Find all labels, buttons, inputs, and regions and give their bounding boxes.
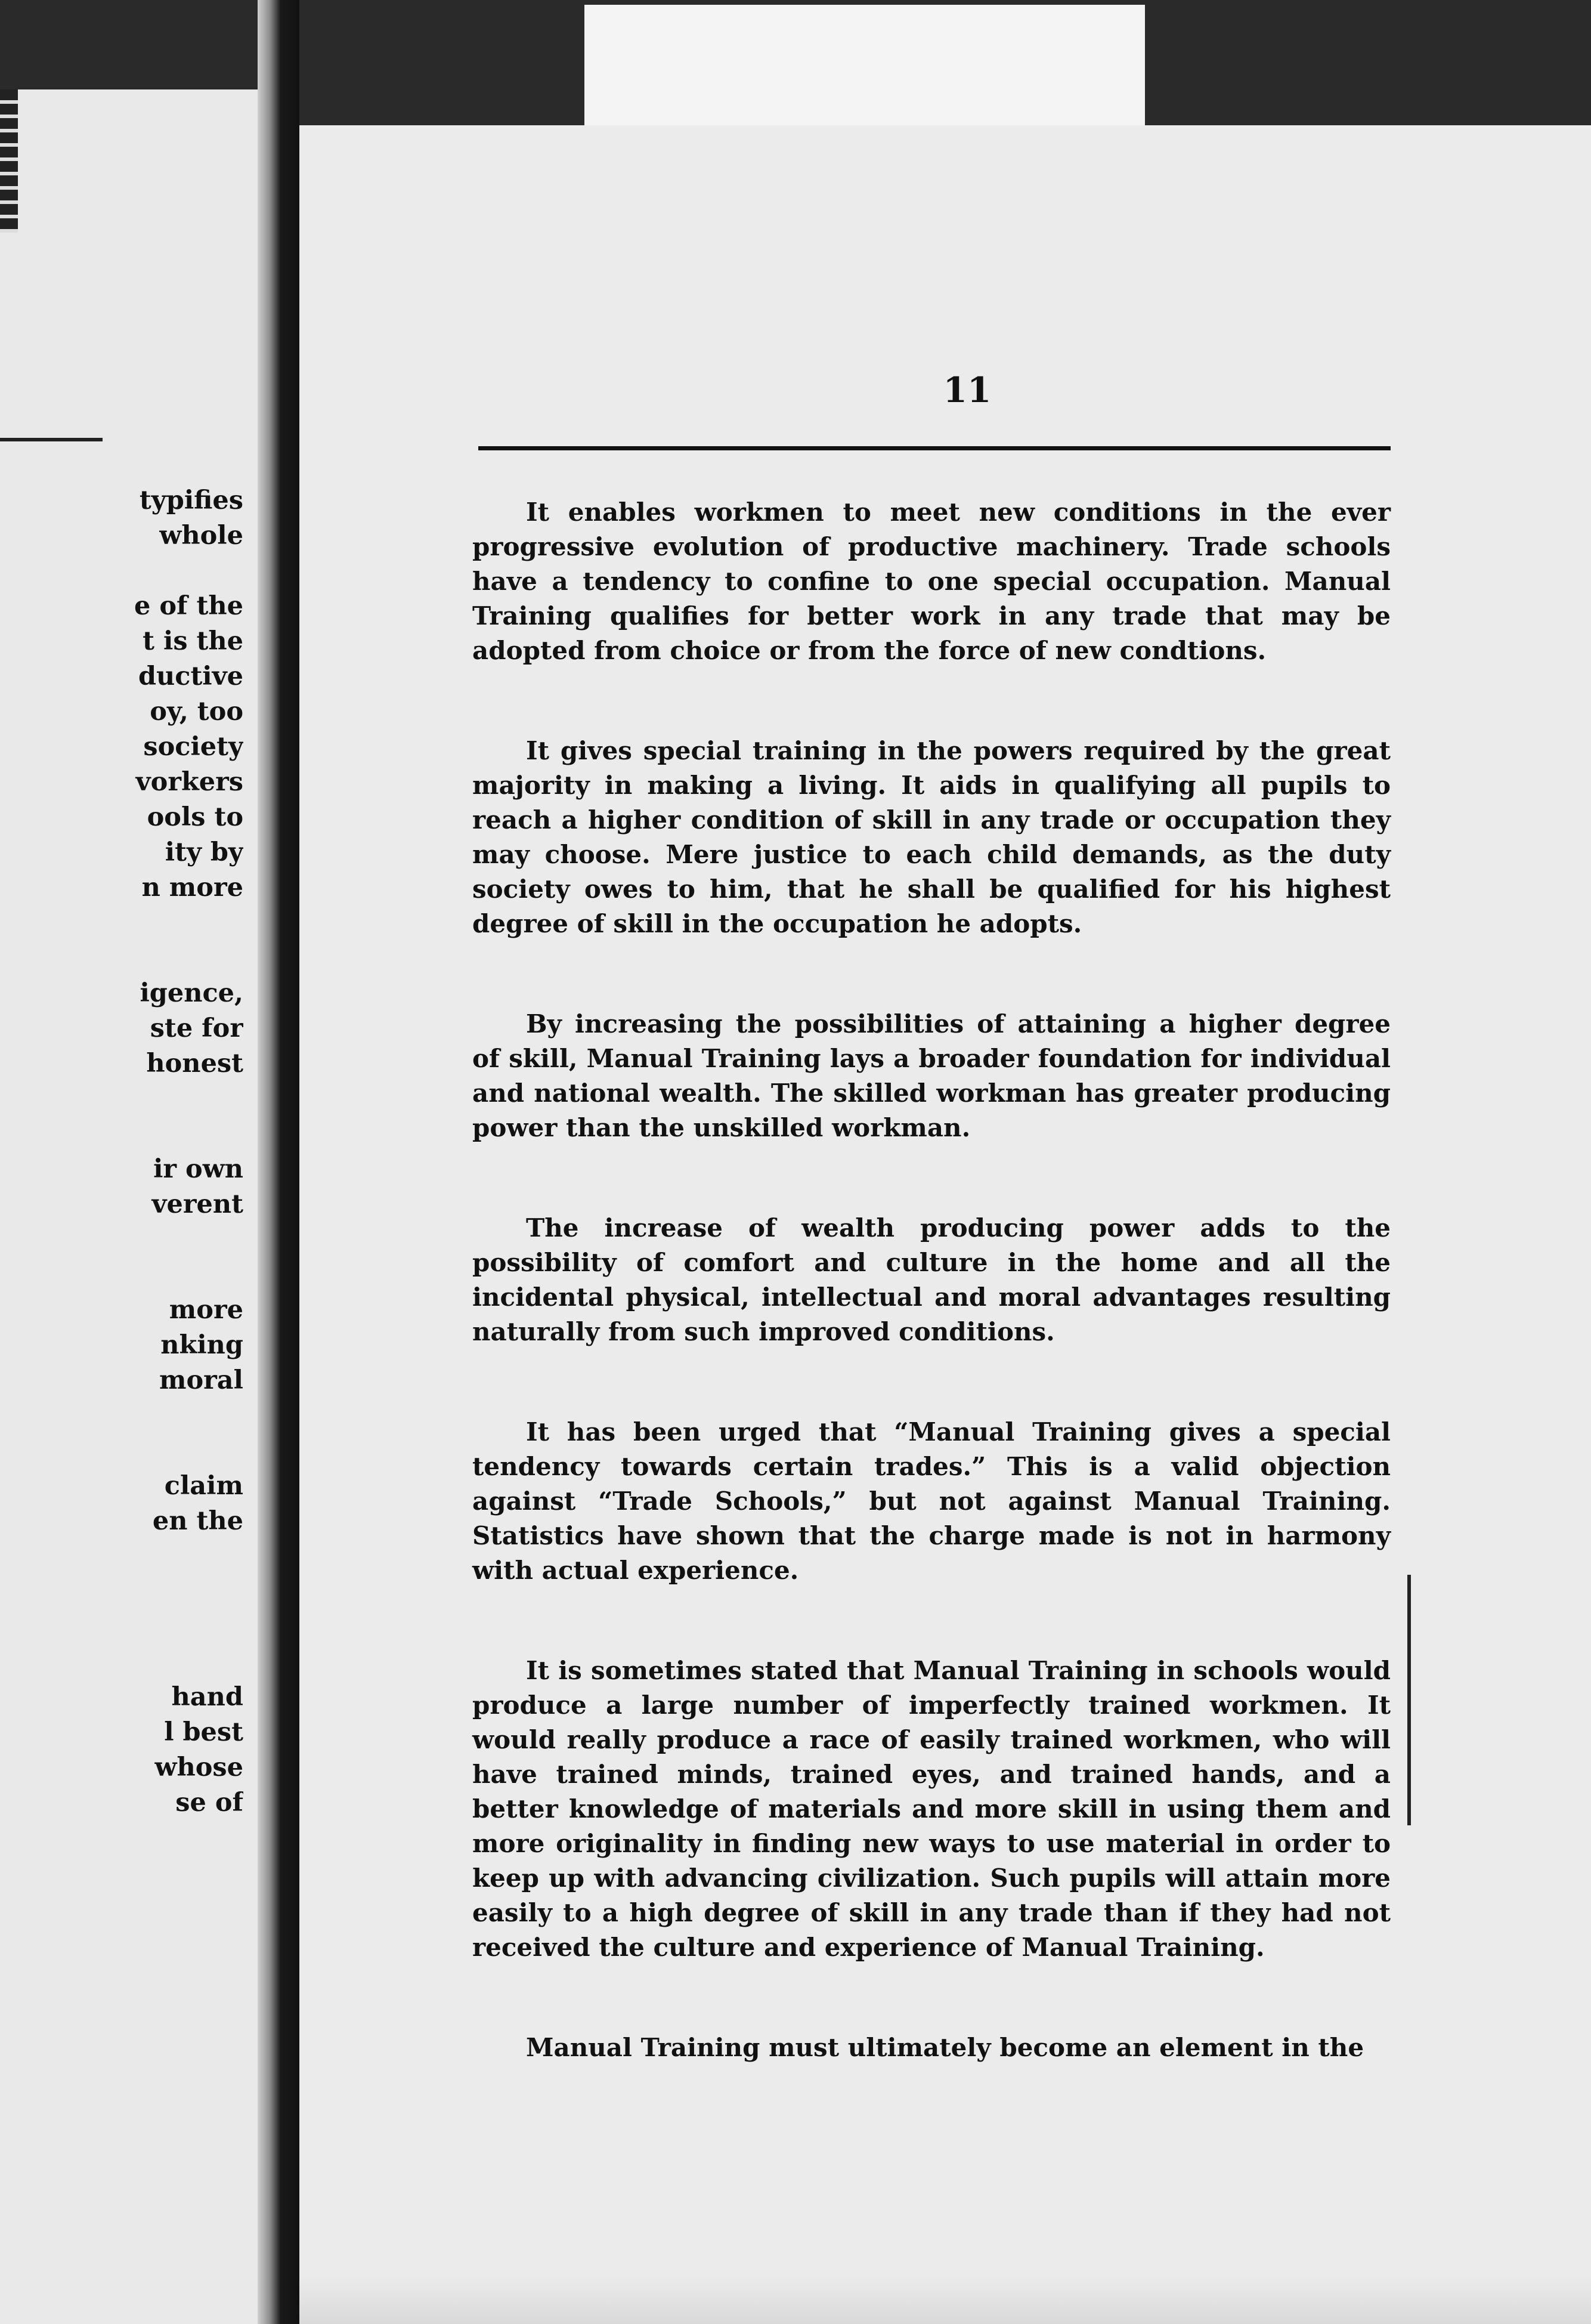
left-facing-page [0, 89, 258, 2324]
left-page-line: igence, [140, 978, 243, 1008]
left-page-line [124, 554, 243, 589]
left-page-line [124, 1222, 243, 1257]
left-page-line [124, 1081, 243, 1117]
paragraph: It gives special training in the powers required by the great majority in making a living. It aids in qualifying all pupils to reach a higher condition of skill in any trade or occupation they may choose. Mere justice to each child demands, as the duty society owes to him, that he shall be qualified for his highest degree of skill in the occupation he adopts. [472, 736, 1391, 938]
left-page-line: hand [171, 1682, 243, 1712]
left-page-line [124, 941, 243, 976]
left-page-line: l best [164, 1717, 243, 1747]
left-page-line: nking [160, 1330, 243, 1360]
left-page-line: en the [152, 1506, 243, 1536]
paragraph: It enables workmen to meet new conditions in the ever progressive evolution of productive machinery. Trade schools have a tendency to confine to one special occupation. Manual Training qualifies for better work in any trade that may be adopted from choice or from the force of new condtions. [472, 497, 1391, 665]
page-number: 11 [943, 370, 992, 410]
left-page-line [124, 1433, 243, 1469]
page-gutter [258, 0, 299, 2324]
left-page-line: t is the [143, 626, 243, 656]
left-page-line: whose [154, 1753, 243, 1782]
left-page-line [124, 1574, 243, 1609]
left-page-line: vorkers [135, 767, 243, 797]
left-page-line: ste for [150, 1013, 243, 1043]
left-page-line [124, 1117, 243, 1152]
left-page-line: ir own [153, 1154, 243, 1184]
left-page-line: se of [175, 1788, 243, 1818]
body-text [472, 495, 1391, 2065]
paragraph: Manual Training must ultimately become an element in the [526, 2033, 1364, 2062]
left-page-line: ity by [165, 837, 243, 867]
left-page-line: n more [141, 873, 243, 903]
paragraph: It is sometimes stated that Manual Training in schools would produce a large number of imperfectly trained workmen. It would really produce a race of easily trained workmen, who will have trained minds, trained eyes, and trained hands, and a better knowledge of materials and more skill in using them and more originality in finding new ways to use material in order to keep up with advancing civilization. Such pupils will attain more easily to a high degree of skill in any trade than if they had not received the culture and experience of Manual Training. [472, 1656, 1391, 1962]
left-page-line: ductive [138, 662, 243, 691]
left-page-line [124, 1398, 243, 1433]
left-page-line [124, 1609, 243, 1645]
page-shadow [299, 2276, 1591, 2324]
left-page-text [124, 483, 243, 1821]
margin-mark [1407, 1575, 1411, 1825]
left-page-line: verent [151, 1189, 243, 1219]
left-page-line [124, 906, 243, 941]
top-card [584, 5, 1145, 143]
left-page-line: whole [159, 521, 243, 551]
left-page-line: ools to [147, 802, 243, 832]
left-page-line: e of the [134, 591, 243, 621]
binding-edge [0, 89, 18, 233]
main-page [299, 125, 1591, 2324]
paragraph: The increase of wealth producing power adds to the possibility of comfort and culture in the home and all the incidental physical, intellectual and moral advantages resulting naturally from such improved conditions. [472, 1213, 1391, 1346]
left-page-line: more [169, 1295, 243, 1325]
left-page-line: oy, too [150, 697, 243, 727]
paragraph: By increasing the possibilities of attaining a higher degree of skill, Manual Training lays a broader foundation for individual and national wealth. The skilled workman has greater producing power than the unskilled workman. [472, 1009, 1391, 1142]
left-page-line: moral [159, 1365, 243, 1395]
left-header-rule [0, 438, 103, 441]
left-page-line: claim [164, 1471, 243, 1501]
paragraph: It has been urged that “Manual Training gives a special tendency towards certain trades.” This is a valid objection against “Trade Schools,” but not against Manual Training. Statistics have shown that the charge made is not in harmony with actual experience. [472, 1417, 1391, 1585]
left-page-line [124, 1539, 243, 1574]
left-page-line [124, 1257, 243, 1293]
left-page-line: honest [146, 1049, 243, 1078]
left-page-line [124, 1645, 243, 1680]
left-page-line: typifies [139, 486, 243, 515]
left-page-line: society [143, 732, 243, 762]
header-rule [478, 446, 1391, 450]
